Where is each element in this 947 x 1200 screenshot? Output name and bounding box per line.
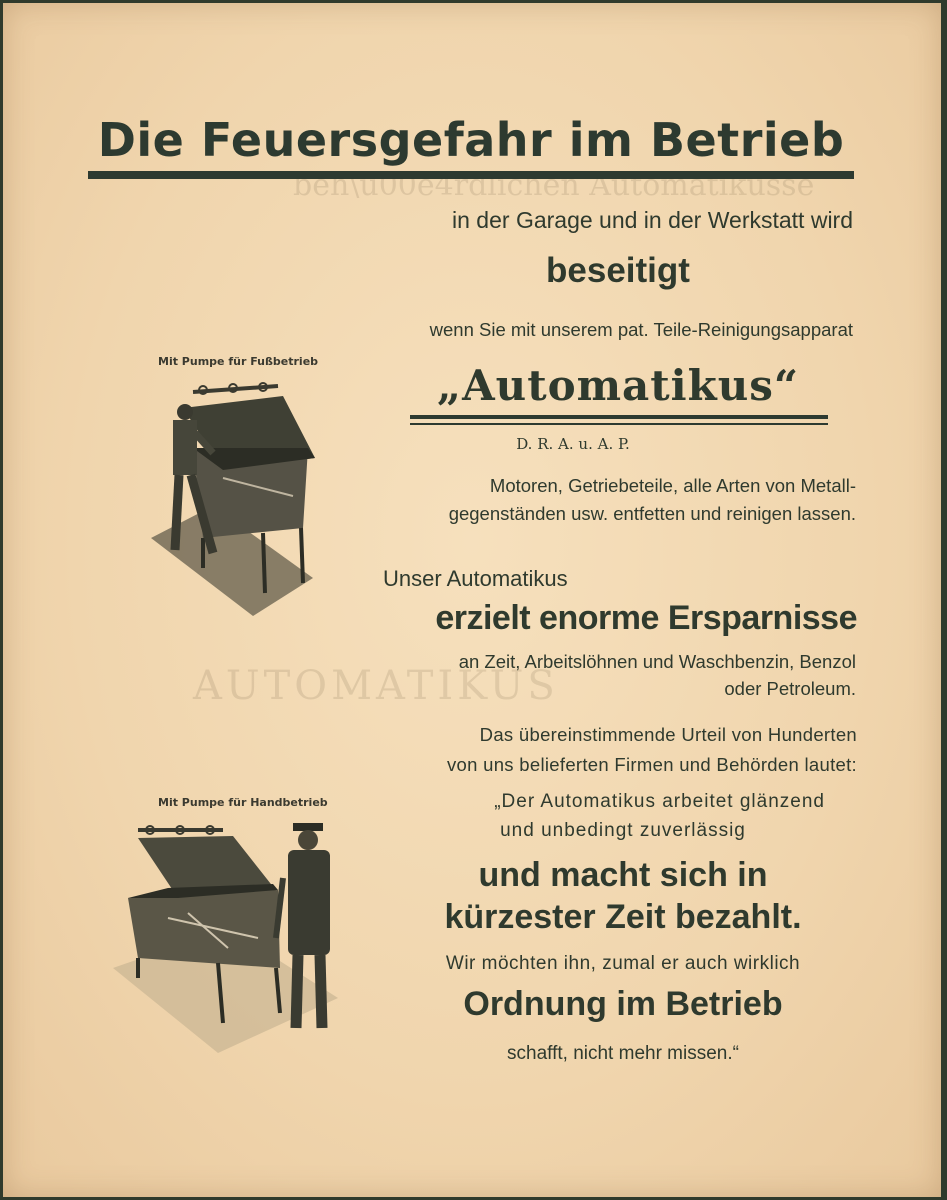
macht-heading-1: und macht sich in [478,856,768,894]
product-rule-bottom [410,423,828,425]
urteil-line-1: Das übereinstimmende Urteil von Hunderten [479,724,857,745]
quote-line-2: und unbedingt zuverlässig [500,820,746,841]
headline-rule [88,171,854,179]
intro-line: in der Garage und in der Werkstatt wird [452,207,853,233]
caption-hand-pump: Mit Pumpe für Handbetrieb [158,796,328,809]
motoren-line-1: Motoren, Getriebeteile, alle Arten von Metall- [489,475,856,496]
headline: Die Feuersgefahr im Betrieb [97,113,845,167]
wenn-sie-line: wenn Sie mit unserem pat. Teile-Reinigungsapparat [429,319,853,340]
erzielt-heading: erzielt enorme Ersparnisse [435,599,857,637]
beseitigt-heading: beseitigt [546,251,690,290]
document-page [3,3,941,1197]
macht-heading-2: kürzester Zeit bezahlt. [444,898,802,936]
ordnung-heading: Ordnung im Betrieb [463,985,783,1023]
show-through-text [98,235,106,263]
wir-line: Wir möchten ihn, zumal er auch wirklich [445,953,801,974]
foot-pump-apparatus-illustration [143,378,333,623]
an-zeit-line-1: an Zeit, Arbeitslöhnen und Waschbenzin, Benzol [458,651,856,672]
show-through-text: beh\u00e4rdlichen Automatikusse [293,168,815,203]
schafft-line: schafft, nicht mehr missen.“ [507,1043,739,1064]
quote-line-1: „Der Automatikus arbeitet glänzend [494,791,825,812]
unser-line: Unser Automatikus [383,566,568,591]
product-rule-top [410,415,828,419]
urteil-line-2: von uns belieferten Firmen und Behörden lautet: [446,754,857,775]
an-zeit-line-2: oder Petroleum. [724,678,856,699]
product-name: „Automatikus“ [436,361,800,410]
caption-foot-pump: Mit Pumpe für Fußbetrieb [158,355,319,368]
show-through-text: AUTOMATIKUS [193,663,559,709]
motoren-line-2: gegenständen usw. entfetten und reinigen lassen. [448,503,856,524]
hand-pump-apparatus-illustration [108,818,358,1063]
patent-line: D. R. A. u. A. P. [516,435,630,453]
